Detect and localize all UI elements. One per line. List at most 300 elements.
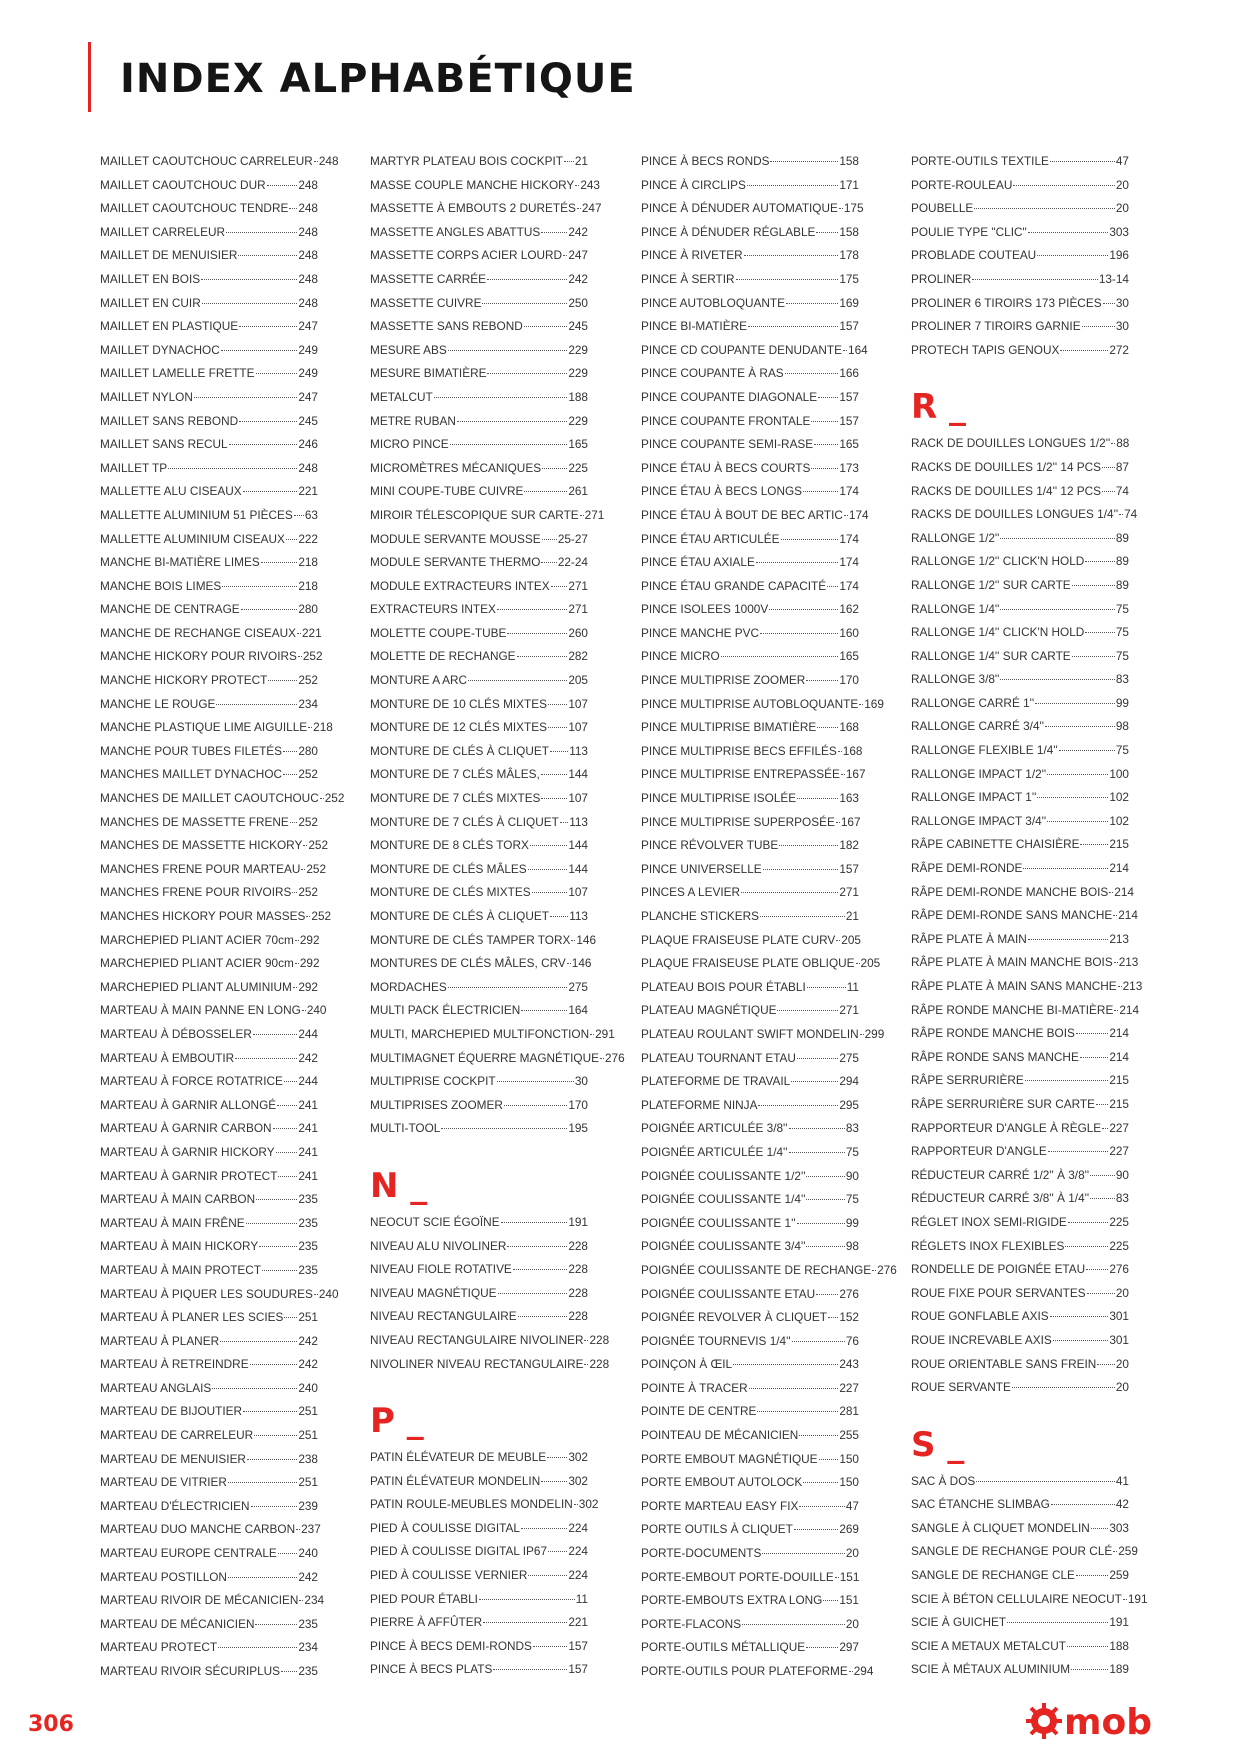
index-entry: [641, 575, 859, 599]
entry-page: 89: [1115, 577, 1129, 592]
index-entry: [911, 1588, 1148, 1612]
dot-leader: [551, 585, 568, 587]
dot-leader: [256, 1198, 297, 1200]
index-entry: [641, 598, 859, 622]
dot-leader: [580, 514, 584, 516]
entry-page: 259: [1118, 1544, 1138, 1559]
dot-leader: [239, 325, 297, 327]
dot-leader: [1023, 867, 1108, 869]
entry-page: 218: [298, 578, 318, 593]
dot-leader: [278, 1175, 297, 1177]
entry-page: 228: [568, 1262, 588, 1277]
entry-name: EXTRACTEURS INTEX: [370, 602, 496, 617]
entry-page: 41: [1115, 1473, 1129, 1488]
entry-page: 75: [1115, 743, 1129, 758]
index-entry: [100, 1023, 318, 1047]
dot-leader: [1119, 513, 1123, 515]
index-entry: [911, 739, 1129, 763]
entry-name: PORTE MARTEAU EASY FIX: [641, 1498, 799, 1513]
index-entry: [370, 905, 588, 929]
dot-leader: [518, 1315, 568, 1317]
index-entry: [911, 668, 1129, 692]
index-entry: [911, 1329, 1129, 1353]
index-entry: [100, 1566, 318, 1590]
index-entry: [911, 1540, 1138, 1564]
dot-leader: [1080, 843, 1108, 845]
index-entry: [911, 1140, 1129, 1164]
dot-leader: [757, 1410, 838, 1412]
entry-name: PINCE ÉTAU À BOUT DE BEC ARTIC: [641, 507, 843, 522]
entry-name: MARTEAU DE MÉCANICIEN: [100, 1616, 255, 1631]
entry-page: 174: [839, 531, 859, 546]
index-entry: [911, 1305, 1129, 1329]
dot-leader: [273, 1127, 298, 1129]
entry-name: PLATEAU BOIS POUR ÉTABLI: [641, 979, 806, 994]
entry-name: SCIE À MÉTAUX ALUMINIUM: [911, 1662, 1071, 1677]
entry-name: PINCE ÉTAU AXIALE: [641, 555, 755, 570]
entry-page: 191: [1127, 1591, 1148, 1606]
entry-name: POINTE À TRACER: [641, 1380, 748, 1395]
entry-name: SAC ÉTANCHE SLIMBAG: [911, 1497, 1050, 1512]
dot-leader: [1091, 1527, 1109, 1529]
entry-page: 163: [839, 791, 859, 806]
entry-page: 234: [304, 1593, 325, 1608]
dot-leader: [827, 585, 838, 587]
entry-page: 20: [845, 1616, 859, 1631]
entry-page: 107: [568, 885, 588, 900]
entry-name: POIGNÉE COULISSANTE DE RECHANGE: [641, 1262, 872, 1277]
entry-name: RALLONGE 1/4'' SUR CARTE: [911, 648, 1071, 663]
index-entry: [100, 339, 318, 363]
entry-page: 228: [589, 1332, 610, 1347]
index-entry: [911, 432, 1129, 456]
dot-leader: [814, 443, 838, 445]
dot-leader: [575, 184, 579, 186]
index-entry: [370, 1540, 588, 1564]
dot-leader: [550, 750, 568, 752]
entry-name: MAILLET DYNACHOC: [100, 342, 220, 357]
entry-name: PIED À COULISSE VERNIER: [370, 1568, 528, 1583]
entry-name: MARTYR PLATEAU BOIS COCKPIT: [370, 154, 563, 168]
index-entry: [911, 1353, 1129, 1377]
dot-leader: [498, 1292, 568, 1294]
entry-name: PLAQUE FRAISEUSE PLATE OBLIQUE: [641, 956, 855, 971]
index-entry: [100, 1306, 318, 1330]
index-entry: [370, 669, 588, 693]
dot-leader: [1072, 655, 1115, 657]
entry-name: MARTEAU POSTILLON: [100, 1569, 227, 1584]
dot-leader: [1114, 1009, 1118, 1011]
entry-name: PINCE À BECS PLATS: [370, 1662, 493, 1677]
entry-page: 242: [298, 1050, 318, 1065]
dot-leader: [281, 1670, 297, 1672]
index-entry: [100, 1141, 318, 1165]
dot-leader: [797, 1222, 845, 1224]
index-entry: [370, 457, 588, 481]
entry-name: PROBLADE COUTEAU: [911, 248, 1037, 263]
entry-name: MOLETTE COUPE-TUBE: [370, 625, 507, 640]
entry-page: 235: [298, 1215, 318, 1230]
entry-page: 228: [568, 1238, 588, 1253]
entry-page: 248: [298, 295, 318, 310]
dot-leader: [806, 1175, 844, 1177]
entry-page: 225: [1109, 1214, 1129, 1229]
entry-name: RÉDUCTEUR CARRÉ 1/2'' À 3/8'': [911, 1167, 1090, 1182]
entry-name: RALLONGE 1/2'' CLICK'N HOLD: [911, 554, 1085, 569]
mob-logo: [1024, 1701, 1174, 1741]
entry-page: 164: [848, 342, 868, 357]
entry-page: 224: [568, 1520, 588, 1535]
dot-leader: [268, 679, 297, 681]
entry-name: MARTEAU À MAIN PROTECT: [100, 1262, 262, 1277]
section-letter: N _: [370, 1165, 428, 1206]
dot-leader: [1050, 160, 1115, 162]
entry-name: PINCE ÉTAU GRANDE CAPACITÉ: [641, 578, 827, 593]
entry-page: 252: [298, 767, 318, 782]
index-entry: [911, 292, 1129, 316]
entry-page: 99: [1115, 695, 1129, 710]
index-entry: [100, 645, 323, 669]
dot-leader: [530, 844, 567, 846]
dot-leader: [450, 443, 568, 445]
entry-name: MANCHE BI-MATIÈRE LIMES: [100, 555, 260, 570]
entry-page: 221: [568, 1615, 588, 1630]
index-entry: [641, 480, 859, 504]
dot-leader: [251, 1505, 298, 1507]
entry-name: PINCE AUTOBLOQUANTE: [641, 295, 785, 310]
entry-name: RACK DE DOUILLES LONGUES 1/2'': [911, 436, 1111, 451]
entry-page: 218: [313, 720, 333, 735]
index-entry: [100, 1235, 318, 1259]
dot-leader: [487, 278, 567, 280]
entry-page: 240: [306, 1003, 327, 1018]
entry-name: PORTE-OUTILS MÉTALLIQUE: [641, 1640, 806, 1655]
index-entry: [911, 715, 1129, 739]
entry-page: 245: [298, 413, 318, 428]
dot-leader: [760, 632, 838, 634]
entry-name: MAILLET NYLON: [100, 389, 193, 404]
dot-leader: [823, 1599, 838, 1601]
index-entry: [641, 1047, 859, 1071]
entry-name: POINTE DE CENTRE: [641, 1404, 757, 1419]
index-entry: [641, 787, 859, 811]
index-entry: [641, 1023, 885, 1047]
entry-page: 244: [298, 1074, 318, 1089]
index-entry: [641, 362, 859, 386]
index-entry: [370, 528, 588, 552]
entry-name: RALLONGE CARRÉ 1'': [911, 695, 1035, 710]
index-entry: [641, 763, 866, 787]
index-entry: [911, 174, 1129, 198]
entry-page: 213: [1109, 931, 1129, 946]
entry-name: PINCE À BECS DEMI-RONDS: [370, 1638, 532, 1653]
entry-page: 175: [839, 271, 859, 286]
dot-leader: [843, 349, 847, 351]
index-entry: [641, 292, 859, 316]
entry-name: POIGNÉE COULISSANTE ETAU: [641, 1286, 816, 1301]
entry-name: RALLONGE IMPACT 3/4'': [911, 813, 1047, 828]
entry-page: 166: [839, 366, 859, 381]
index-entry: [641, 1353, 859, 1377]
entry-name: PINCE À CIRCLIPS: [641, 177, 746, 192]
entry-name: PROTECH TAPIS GENOUX: [911, 342, 1060, 357]
entry-page: 47: [845, 1498, 859, 1513]
index-entry: [100, 410, 318, 434]
entry-name: MAILLET CAOUTCHOUC TENDRE: [100, 201, 289, 216]
entry-page: 144: [568, 767, 588, 782]
entry-page: 174: [848, 507, 869, 522]
index-entry: [911, 268, 1129, 292]
entry-name: MARTEAU À RETREINDRE: [100, 1357, 249, 1372]
dot-leader: [836, 821, 840, 823]
entry-name: MARTEAU RIVOIR SÉCURIPLUS: [100, 1664, 281, 1678]
index-entry: [100, 1424, 318, 1448]
entry-page: 150: [839, 1475, 859, 1490]
entry-name: MONTURE DE CLÉS TAMPER TORX: [370, 932, 571, 947]
entry-page: 167: [845, 767, 866, 782]
dot-leader: [1118, 985, 1122, 987]
dot-leader: [976, 1480, 1115, 1482]
dot-leader: [524, 325, 568, 327]
entry-name: MARTEAU À GARNIR CARBON: [100, 1121, 272, 1136]
entry-page: 76: [845, 1333, 859, 1348]
entry-page: 74: [1115, 483, 1129, 498]
entry-name: POULIE TYPE "CLIC": [911, 224, 1027, 239]
dot-leader: [548, 703, 567, 705]
dot-leader: [1013, 184, 1114, 186]
dot-leader: [1090, 1174, 1115, 1176]
dot-leader: [849, 1670, 853, 1672]
dot-leader: [255, 1623, 297, 1625]
entry-page: 251: [298, 1404, 318, 1419]
dot-leader: [308, 726, 312, 728]
dot-leader: [1000, 537, 1114, 539]
entry-name: MONTURE DE CLÉS À CLIQUET: [370, 909, 549, 923]
index-entry: [100, 1448, 318, 1472]
index-entry: [100, 1047, 318, 1071]
index-entry: [641, 1235, 859, 1259]
dot-leader: [194, 396, 297, 398]
entry-name: RÂPE DEMI-RONDE: [911, 861, 1023, 876]
entry-page: 75: [845, 1144, 859, 1159]
dot-leader: [584, 1339, 588, 1341]
index-entry: [911, 1611, 1129, 1635]
entry-name: PIED À COULISSE DIGITAL IP67: [370, 1544, 548, 1559]
dot-leader: [501, 1221, 568, 1223]
entry-page: 107: [568, 791, 588, 806]
entry-page: 165: [839, 437, 859, 452]
entry-name: PROLINER 6 TIROIRS 173 PIÈCES: [911, 295, 1102, 310]
entry-page: 168: [839, 720, 859, 735]
entry-page: 248: [318, 154, 339, 168]
index-entry: [641, 645, 859, 669]
index-entry: [100, 1636, 318, 1660]
entry-page: 276: [1109, 1262, 1129, 1277]
index-entry: [911, 951, 1139, 975]
entry-page: 165: [839, 649, 859, 664]
entry-name: PINCE À BECS RONDS: [641, 154, 770, 168]
entry-name: MARTEAU À GARNIR PROTECT: [100, 1168, 278, 1183]
index-entry: [641, 1070, 859, 1094]
entry-page: 144: [568, 838, 588, 853]
index-column-3: [641, 150, 897, 1684]
dot-leader: [807, 986, 846, 988]
entry-page: 251: [298, 1428, 318, 1443]
entry-name: POIGNÉE COULISSANTE 3/4'': [641, 1239, 806, 1254]
entry-page: 234: [298, 696, 318, 711]
entry-name: POINÇON À ŒIL: [641, 1357, 733, 1372]
entry-page: 248: [298, 201, 318, 216]
entry-page: 281: [839, 1404, 859, 1419]
entry-name: MARTEAU À DÉBOSSELER: [100, 1026, 252, 1041]
index-entry: [100, 669, 318, 693]
entry-name: MASSETTE CORPS ACIER LOURD: [370, 248, 563, 263]
entry-name: RALLONGE CARRÉ 3/4'': [911, 719, 1045, 734]
index-entry: [100, 1330, 318, 1354]
entry-page: 75: [845, 1192, 859, 1207]
dot-leader: [277, 1104, 297, 1106]
dot-leader: [218, 1646, 297, 1648]
dot-leader: [497, 1080, 574, 1082]
dot-leader: [1035, 702, 1115, 704]
index-entry: [100, 693, 318, 717]
entry-name: MARTEAU À PIQUER LES SOUDURES: [100, 1286, 313, 1301]
entry-page: 292: [299, 932, 320, 947]
entry-name: PATIN ÉLÉVATEUR MONDELIN: [370, 1473, 541, 1488]
dot-leader: [507, 632, 567, 634]
dot-leader: [541, 231, 567, 233]
dot-leader: [1102, 1127, 1108, 1129]
index-entry: [911, 1493, 1129, 1517]
entry-name: PINCE COUPANTE FRONTALE: [641, 413, 811, 428]
index-entry: [100, 881, 318, 905]
index-entry: [911, 1658, 1129, 1682]
entry-page: 276: [839, 1286, 859, 1301]
entry-page: 238: [298, 1451, 318, 1466]
index-entry: [641, 622, 859, 646]
dot-leader: [243, 1410, 297, 1412]
entry-name: MARCHEPIED PLIANT ACIER 90cm: [100, 956, 294, 971]
dot-leader: [742, 1623, 845, 1625]
entry-page: 241: [298, 1144, 318, 1159]
dot-leader: [1076, 1574, 1108, 1576]
dot-leader: [1071, 1668, 1108, 1670]
dot-leader: [841, 773, 845, 775]
entry-page: 113: [569, 909, 588, 923]
index-entry: [100, 1377, 318, 1401]
index-entry: [370, 292, 588, 316]
dot-leader: [806, 1198, 844, 1200]
entry-name: PINCE COUPANTE À RAS: [641, 366, 784, 381]
dot-leader: [803, 1481, 838, 1483]
entry-name: RÂPE DEMI-RONDE MANCHE BOIS: [911, 884, 1109, 899]
entry-name: MALLETTE ALU CISEAUX: [100, 484, 242, 499]
entry-page: 188: [568, 389, 588, 404]
dot-leader: [283, 750, 297, 752]
entry-name: RÂPE CABINETTE CHAISIÈRE: [911, 837, 1080, 852]
entry-name: MAILLET LAMELLE FRETTE: [100, 366, 255, 381]
dot-leader: [806, 679, 838, 681]
entry-name: RÉDUCTEUR CARRÉ 3/8'' À 1/4'': [911, 1191, 1090, 1206]
entry-page: 162: [839, 602, 859, 617]
dot-leader: [1096, 1103, 1108, 1105]
entry-page: 302: [568, 1450, 588, 1465]
index-entry: [641, 1636, 859, 1660]
entry-name: PINCE BI-MATIÈRE: [641, 319, 747, 334]
index-entry: [100, 1283, 339, 1307]
entry-page: 174: [839, 484, 859, 499]
entry-name: PLANCHE STICKERS: [641, 909, 759, 923]
entry-page: 151: [839, 1569, 860, 1584]
entry-name: RALLONGE 1/4'': [911, 601, 1000, 616]
dot-leader: [482, 302, 567, 304]
entry-name: SCIE À BÉTON CELLULAIRE NEOCUT: [911, 1591, 1122, 1606]
dot-leader: [859, 703, 863, 705]
entry-page: 157: [568, 1638, 588, 1653]
entry-page: 174: [839, 555, 859, 570]
dot-leader: [238, 254, 297, 256]
entry-page: 243: [839, 1357, 859, 1372]
entry-page: 241: [298, 1168, 318, 1183]
entry-page: 83: [1115, 672, 1129, 687]
entry-name: MAILLET EN PLASTIQUE: [100, 319, 239, 334]
dot-leader: [1082, 325, 1115, 327]
section-letter: R _: [911, 387, 967, 428]
entry-name: MANCHES DE MASSETTE HICKORY: [100, 838, 303, 853]
dot-leader: [811, 420, 838, 422]
dot-leader: [483, 1621, 567, 1623]
dot-leader: [590, 1033, 594, 1035]
index-entry: [641, 1283, 859, 1307]
entry-name: MARTEAU PROTECT: [100, 1640, 218, 1655]
entry-page: 146: [576, 932, 597, 947]
index-entry: [370, 598, 588, 622]
index-entry: [100, 551, 318, 575]
entry-name: MARTEAU EUROPE CENTRALE: [100, 1546, 277, 1561]
index-entry: [100, 1188, 318, 1212]
index-entry: [911, 1069, 1129, 1093]
dot-leader: [521, 1527, 567, 1529]
entry-name: MONTURE DE CLÉS MÂLES: [370, 861, 527, 876]
entry-name: PATIN ROULE-MEUBLES MONDELIN: [370, 1497, 573, 1512]
dot-leader: [254, 1434, 297, 1436]
dot-leader: [828, 1316, 838, 1318]
entry-name: PINCE MULTIPRISE AUTOBLOQUANTE: [641, 696, 859, 711]
index-entry: [641, 716, 859, 740]
entry-name: MARCHEPIED PLIANT ALUMINIUM: [100, 979, 292, 994]
entry-page: 22-24: [557, 555, 588, 570]
entry-page: 191: [568, 1214, 588, 1229]
section-header: [911, 1400, 1129, 1470]
entry-page: 150: [839, 1451, 859, 1466]
entry-name: PORTE-EMBOUTS EXTRA LONG: [641, 1593, 823, 1608]
entry-name: RÂPE RONDE MANCHE BI-MATIÈRE: [911, 1002, 1114, 1017]
index-entry: [370, 1047, 625, 1071]
section-header: [911, 362, 1129, 432]
dot-leader: [571, 939, 575, 941]
index-entry: [100, 292, 318, 316]
entry-name: MANCHES FRENE POUR RIVOIRS: [100, 885, 292, 900]
index-entry: [911, 244, 1129, 268]
index-entry: [100, 480, 318, 504]
entry-name: RALLONGE IMPACT 1'': [911, 790, 1037, 805]
entry-page: 205: [860, 956, 881, 971]
dot-leader: [777, 1009, 838, 1011]
dot-leader: [736, 278, 839, 280]
entry-name: PIED POUR ÉTABLI: [370, 1591, 478, 1606]
index-entry: [641, 551, 859, 575]
dot-leader: [448, 986, 568, 988]
